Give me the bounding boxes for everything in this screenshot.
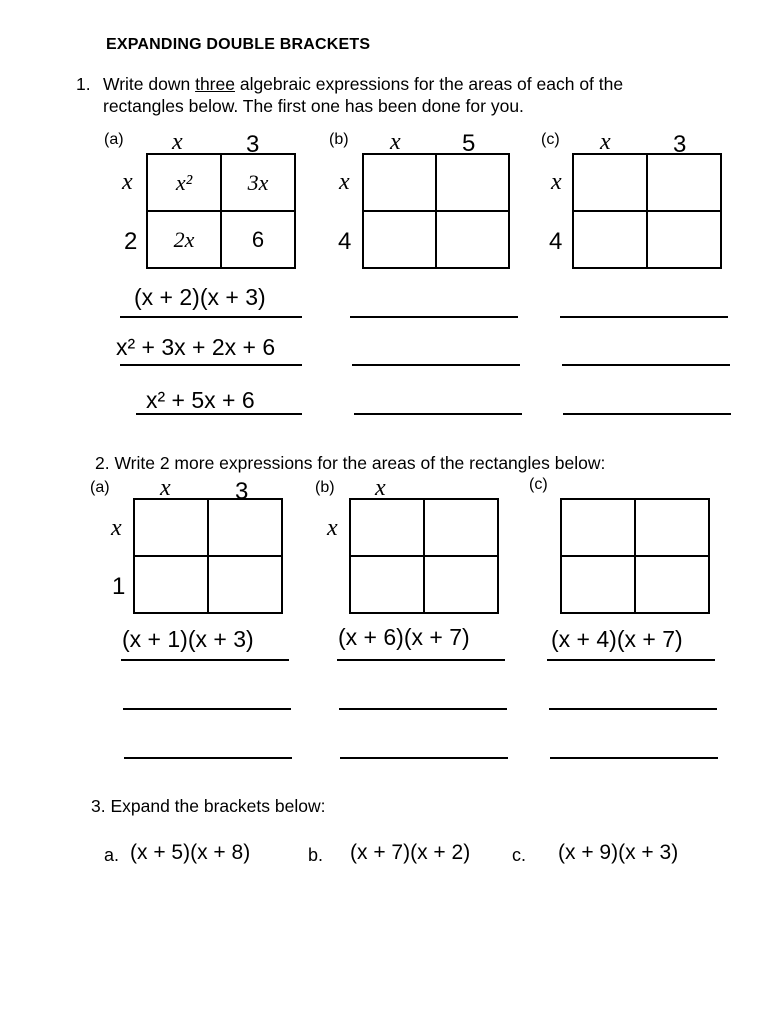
q3c-expression: (x + 9)(x + 3) [558, 841, 679, 864]
q1b-area-grid [362, 153, 510, 269]
q2b-cell-4 [424, 556, 498, 613]
q3-instruction: 3. Expand the brackets below: [91, 796, 326, 816]
q2b-cell-3 [350, 556, 424, 613]
q1a-cell-1: x² [147, 154, 221, 211]
q1c-cell-2 [647, 154, 721, 211]
q1a-answer-1: (x + 2)(x + 3) [134, 284, 266, 310]
q1a-top-var: x [172, 129, 183, 155]
q1c-cell-1 [573, 154, 647, 211]
q1b-answer-line-1[interactable] [350, 316, 518, 318]
q1-instruction-line1: Write down three algebraic expressions for the areas of each of the [103, 74, 624, 94]
q3b-label: b. [308, 845, 324, 865]
q2a-top-num: 3 [235, 478, 249, 505]
q1-number: 1. [76, 74, 91, 94]
q2b-cell-1 [350, 499, 424, 556]
q2a-label: (a) [90, 479, 110, 496]
q1c-answer-line-1[interactable] [560, 316, 728, 318]
q1c-top-var: x [600, 129, 611, 155]
worksheet-title: EXPANDING DOUBLE BRACKETS [106, 36, 371, 53]
q2a-cell-3 [134, 556, 208, 613]
q3a-label: a. [104, 845, 120, 865]
q1a-answer-3: x² + 5x + 6 [146, 387, 255, 413]
q2a-answer-line-2[interactable] [124, 757, 292, 759]
q2b-side-var: x [327, 515, 338, 541]
q2c-expression: (x + 4)(x + 7) [551, 626, 683, 652]
q1b-side-var: x [339, 169, 350, 195]
q2c-expression-line [547, 659, 715, 661]
q1c-side-var: x [551, 169, 562, 195]
q1a-cell-3: 2x [147, 211, 221, 268]
q1c-label: (c) [541, 131, 560, 148]
q2b-area-grid [349, 498, 499, 614]
q1a-answer-line-3 [136, 413, 302, 415]
q1a-answer-line-1 [120, 316, 302, 318]
q1b-answer-line-2[interactable] [352, 364, 520, 366]
q2a-expression: (x + 1)(x + 3) [122, 626, 254, 652]
q2c-answer-line-2[interactable] [550, 757, 718, 759]
q1c-answer-line-3[interactable] [563, 413, 731, 415]
q1a-side-num: 2 [124, 228, 138, 255]
q2b-expression: (x + 6)(x + 7) [338, 624, 470, 650]
q1a-label: (a) [104, 131, 124, 148]
q2a-expression-line [121, 659, 289, 661]
q2b-answer-line-2[interactable] [340, 757, 508, 759]
q1b-label: (b) [329, 131, 349, 148]
q2c-cell-1 [561, 499, 635, 556]
q1c-answer-line-2[interactable] [562, 364, 730, 366]
q1b-cell-3 [363, 211, 436, 268]
q1a-top-num: 3 [246, 131, 260, 158]
q1a-side-var: x [122, 169, 133, 195]
q1a-cell-4: 6 [221, 211, 295, 268]
q2b-expression-line [337, 659, 505, 661]
q1a-answer-line-2 [120, 364, 302, 366]
q2c-cell-2 [635, 499, 709, 556]
q1-instruction-line2: rectangles below. The first one has been done for you. [103, 96, 524, 116]
q2a-top-var: x [160, 475, 171, 501]
q2b-top-var: x [375, 475, 386, 501]
q2a-cell-4 [208, 556, 282, 613]
q1-underlined-word: three [195, 74, 235, 94]
q2b-answer-line-1[interactable] [339, 708, 507, 710]
q1c-top-num: 3 [673, 131, 687, 158]
q2b-cell-2 [424, 499, 498, 556]
q1a-area-grid [146, 153, 296, 269]
q1b-top-var: x [390, 129, 401, 155]
q1b-cell-1 [363, 154, 436, 211]
q2a-side-num: 1 [112, 573, 126, 600]
q3a-expression: (x + 5)(x + 8) [130, 841, 251, 864]
q1b-cell-4 [436, 211, 509, 268]
q2a-cell-2 [208, 499, 282, 556]
q1c-cell-4 [647, 211, 721, 268]
q1b-side-num: 4 [338, 228, 352, 255]
q2a-side-var: x [111, 515, 122, 541]
q2-instruction: 2. Write 2 more expressions for the areas of the rectangles below: [95, 453, 606, 473]
q1a-cell-2: 3x [221, 154, 295, 211]
q1c-side-num: 4 [549, 228, 563, 255]
q1c-area-grid [572, 153, 722, 269]
q2c-cell-3 [561, 556, 635, 613]
q2a-answer-line-1[interactable] [123, 708, 291, 710]
q2c-label: (c) [529, 476, 548, 493]
q2a-cell-1 [134, 499, 208, 556]
q1a-answer-2: x² + 3x + 2x + 6 [116, 334, 276, 360]
q1c-cell-3 [573, 211, 647, 268]
q2c-answer-line-1[interactable] [549, 708, 717, 710]
q3c-label: c. [512, 845, 527, 865]
q1b-top-num: 5 [462, 130, 476, 157]
q2c-cell-4 [635, 556, 709, 613]
q1b-cell-2 [436, 154, 509, 211]
q3b-expression: (x + 7)(x + 2) [350, 841, 471, 864]
q2c-area-grid [560, 498, 710, 614]
q1b-answer-line-3[interactable] [354, 413, 522, 415]
q2b-label: (b) [315, 479, 335, 496]
q2a-area-grid [133, 498, 283, 614]
